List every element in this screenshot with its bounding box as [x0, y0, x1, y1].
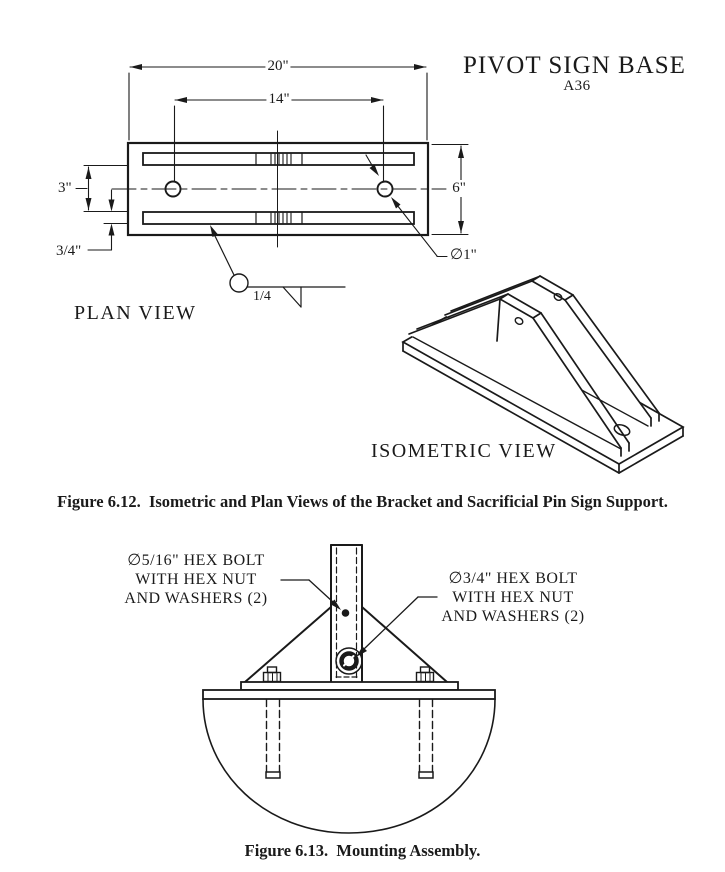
small-bolt-label-line1: ∅5/16" HEX BOLT: [127, 552, 265, 569]
large-bolt-label-line3: AND WASHERS (2): [441, 608, 585, 625]
small-bolt-label-line2: WITH HEX NUT: [135, 571, 257, 588]
dim-hole-diameter: ∅1": [450, 247, 477, 263]
fillet-triangle-hypotenuse: [283, 287, 301, 307]
sign-base-plate: [203, 690, 495, 699]
plan-view-drawing: [112, 131, 446, 247]
small-bolt-label-line3: AND WASHERS (2): [124, 590, 268, 607]
plan-view-label: PLAN VIEW: [74, 302, 197, 324]
bracket-base-plate: [241, 682, 458, 690]
material-spec: A36: [563, 78, 591, 94]
dim-hole-spacing: 14": [268, 91, 290, 107]
dome-base: [203, 699, 495, 833]
dim-plate-width: 6": [452, 180, 466, 196]
dim-overall-length: 20": [267, 58, 289, 74]
small-hex-bolt: [342, 609, 350, 617]
dim-gusset-thickness: 3/4": [56, 243, 82, 259]
large-bolt-label: [441, 569, 584, 626]
figure-6-13-caption: Figure 6.13. Mounting Assembly.: [244, 841, 481, 860]
large-hex-bolt: [336, 648, 362, 674]
large-bolt-label-line1: ∅3/4" HEX BOLT: [448, 570, 578, 587]
drawing-title: PIVOT SIGN BASE: [463, 52, 686, 79]
small-bolt-label: [124, 551, 267, 608]
weld-size: 1/4: [253, 289, 271, 304]
dim-gusset-gap: 3": [58, 180, 72, 196]
label-leaders: [281, 580, 437, 657]
bracket-gusset-front: [245, 607, 447, 682]
large-bolt-label-line2: WITH HEX NUT: [452, 589, 574, 606]
figure-6-12-caption: Figure 6.12. Isometric and Plan Views of the Bracket and Sacrificial Pin Sign Support.: [57, 492, 668, 511]
isometric-view-label: ISOMETRIC VIEW: [371, 440, 557, 462]
